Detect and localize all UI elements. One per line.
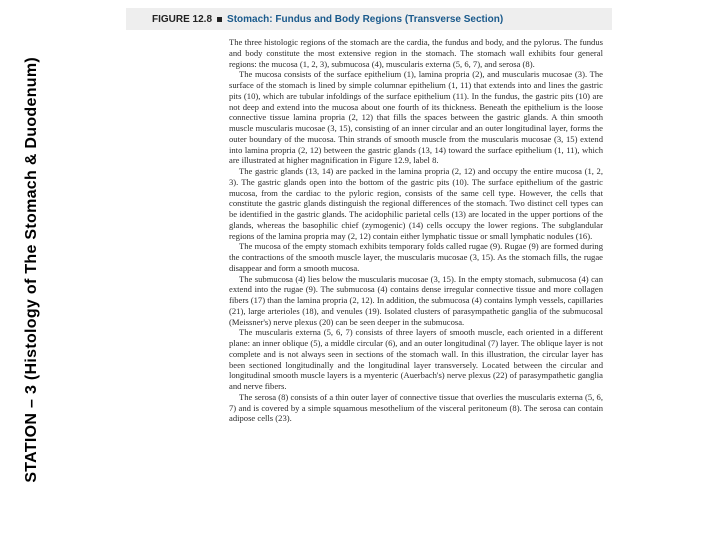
figure-title: Stomach: Fundus and Body Regions (Transverse Section) [227,13,504,25]
paragraph-rugae: The mucosa of the empty stomach exhibits temporary folds called rugae (9). Rugae (9) are formed during the contractions of the smooth muscle layer, the muscularis mucosae (3, 15). As the stomach fills, the rugae disappear and form a smooth mucosa. [229,241,603,273]
paragraph-intro: The three histologic regions of the stomach are the cardia, the fundus and body, and the pylorus. The fundus and body constitute the most extensive region in the stomach. The stomach wall exhibits four general regions: the mucosa (1, 2, 3), submucosa (4), muscularis externa (5, 6, 7), and serosa (8). [229,37,603,69]
paragraph-serosa: The serosa (8) consists of a thin outer layer of connective tissue that overlies the muscularis externa (5, 6, 7) and is covered by a simple squamous mesothelium of the visceral peritoneum (8). The serosa can contain adipose cells (23). [229,391,603,424]
paragraph-submucosa: The submucosa (4) lies below the muscularis mucosae (3, 15). In the empty stomach, submucosa (4) can extend into the rugae (9). The submucosa (4) contains dense irregular connective tissue and more collagen fibers (17) than the lamina propria (2, 12). In addition, the submucosa (4) contains lymph vessels, capillaries (21), large arterioles (18), and venules (19). Isolated clusters of parasympathetic ganglia of the submucosal (Meissner's) nerve plexus (20) can be seen deeper in the submucosa. [229,273,603,327]
paragraph-muscularis-externa: The muscularis externa (5, 6, 7) consists of three layers of smooth muscle, each oriented in a different plane: an inner oblique (5), a middle circular (6), and an outer longitudinal (7) layer. The oblique layer is not complete and is not always seen in sections of the stomach wall. In this illustration, the circular layer has been sectioned longitudinally and the longitudinal layer transversely. Located between the circular and longitudinal smooth muscle layers is a myenteric (Auerbach's) nerve plexus (22) of parasympathetic ganglia and nerve fibers. [229,327,603,391]
figure-label: FIGURE 12.8 [152,13,213,25]
figure-header [126,8,612,30]
figure-description [229,37,603,424]
paragraph-mucosa: The mucosa consists of the surface epithelium (1), lamina propria (2), and muscularis mucosae (3). The surface of the stomach is lined by simple columnar epithelium (1, 11) that extends into and lines the gastric pits (10), which are tubular infoldings of the surface epithelium (11). In the fundus, the gastric pits (10) are not deep and extend into the mucosa about one fourth of its thickness. Beneath the epithelium is the loose connective tissue lamina propria (2, 12) that fills the spaces between the gastric glands. A thin smooth muscle muscularis mucosae (3, 15), consisting of an inner circular and an outer longitudinal layer, forms the outer boundary of the mucosa. Thin strands of smooth muscle from the muscularis mucosae (3, 15) extend into lamina propria (2, 12) between the gastric glands (13, 14) toward the surface epithelium (1, 11), which are illustrated at higher magnification in Figure 12.9, label 8. [229,69,603,166]
slide-side-title [14,4,50,536]
textbook-page [126,8,612,534]
paragraph-gastric-glands: The gastric glands (13, 14) are packed in the lamina propria (2, 12) and occupy the entire mucosa (1, 2, 3). The gastric glands open into the bottom of the gastric pits (10). The surface epithelium of the gastric mucosa, from the cardiac to the pyloric region, consists of the same cell type. However, the cells that constitute the gastric glands distinguish the regional differences of the stomach. Two distinct cell types can be identified in the gastric glands. The acidophilic parietal cells (13) are located in the upper portions of the glands, whereas the basophilic chief (zymogenic) (14) cells occupy the lower regions. The subglandular regions of the lamina propria may (2, 12) contain either lymphatic tissue or small lymphatic nodules (16). [229,166,603,241]
slide-side-title-text: STATION – 3 (Histology of The Stomach & Duodenum) [23,57,40,483]
square-bullet-icon [217,17,222,22]
